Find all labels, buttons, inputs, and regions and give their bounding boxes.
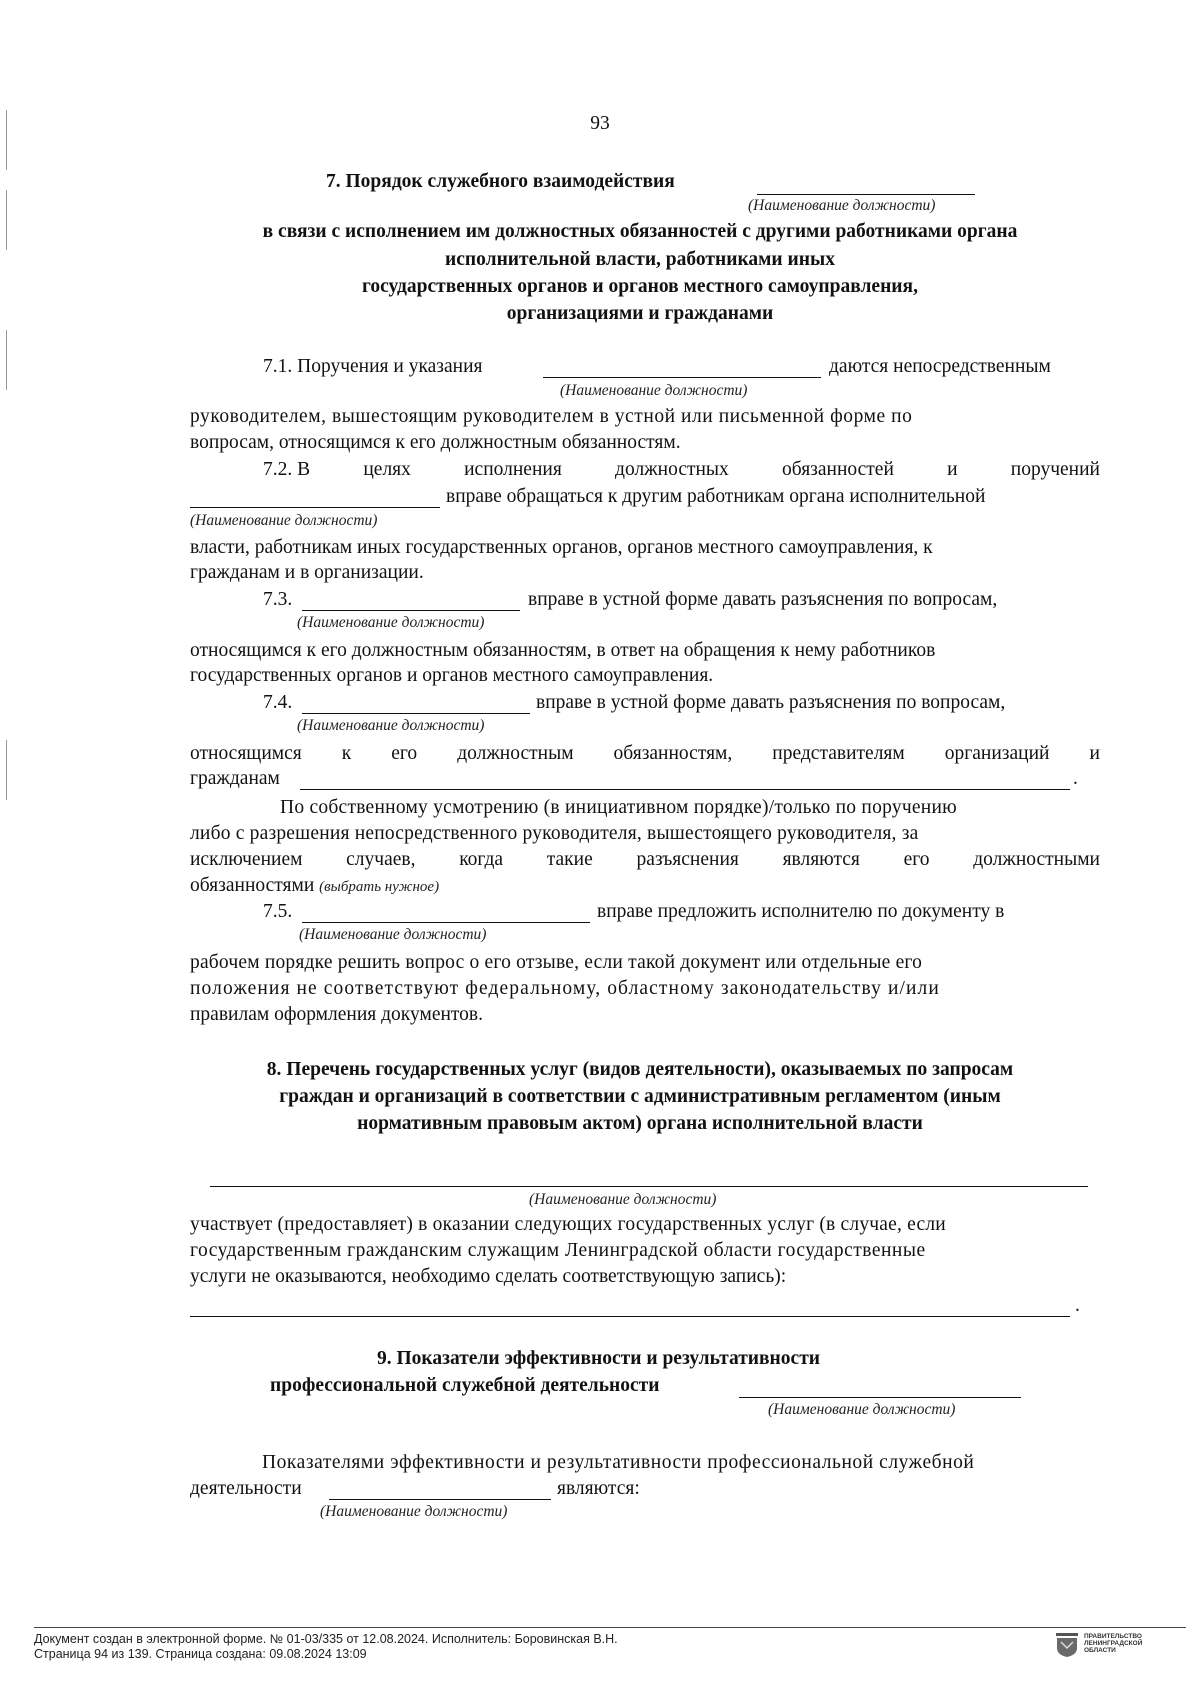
word: и bbox=[1089, 743, 1100, 764]
section9-line2-start: деятельности bbox=[190, 1478, 302, 1499]
word: являются bbox=[782, 849, 860, 870]
word: 7.2. В bbox=[263, 459, 311, 480]
word: исполнения bbox=[464, 459, 562, 480]
p-own-line3 bbox=[190, 848, 1100, 872]
word: обязанностей bbox=[782, 459, 894, 480]
p71-line2 bbox=[190, 405, 1100, 429]
section8-title-line2: граждан и организаций в соответствии с административным регламентом (иным bbox=[279, 1086, 1001, 1107]
blank-line bbox=[190, 1316, 1070, 1317]
p74-line3: гражданам bbox=[190, 768, 280, 789]
position-caption: (Наименование должности) bbox=[529, 1191, 717, 1208]
footer-divider bbox=[34, 1627, 1186, 1628]
section9-title-line2: профессиональной служебной деятельности bbox=[270, 1375, 660, 1396]
word: целях bbox=[363, 459, 411, 480]
word: такие bbox=[546, 849, 593, 870]
p72-line4: гражданам и в организации. bbox=[190, 562, 424, 583]
position-blank bbox=[739, 1397, 1021, 1398]
word: представителям bbox=[772, 743, 905, 764]
position-blank bbox=[190, 507, 440, 508]
position-blank bbox=[302, 610, 520, 611]
position-blank bbox=[302, 922, 590, 923]
word: его bbox=[903, 849, 930, 870]
section7-title-line2: в связи с исполнением им должностных обязанностей с другими работниками органа bbox=[262, 221, 1018, 242]
p75-end: вправе предложить исполнителю по документу в bbox=[597, 901, 1005, 922]
position-caption: (Наименование должности) bbox=[297, 614, 485, 631]
section9-line2-end: являются: bbox=[557, 1478, 640, 1499]
footer-line1: Документ создан в электронной форме. № 01-03/335 от 12.08.2024. Исполнитель: Боровинская В.Н. bbox=[34, 1632, 618, 1646]
position-caption: (Наименование должности) bbox=[190, 512, 378, 529]
p75-line4: правилам оформления документов. bbox=[190, 1004, 484, 1025]
p-own-line1 bbox=[280, 796, 1100, 820]
p72-line2: вправе обращаться к другим работникам органа исполнительной bbox=[446, 486, 986, 507]
section8-title-line1: 8. Перечень государственных услуг (видов деятельности), оказываемых по запросам bbox=[266, 1059, 1014, 1080]
word: обязанностям, bbox=[613, 743, 733, 764]
p-own-line4 bbox=[190, 874, 439, 898]
word: должностным bbox=[457, 743, 574, 764]
p74-number: 7.4. bbox=[263, 692, 293, 713]
word: когда bbox=[459, 849, 504, 870]
position-caption: (Наименование должности) bbox=[560, 382, 748, 399]
word: случаев, bbox=[346, 849, 416, 870]
text-line: обязанностями bbox=[190, 875, 315, 896]
p74-line3-end: . bbox=[1073, 768, 1078, 789]
p73-line3: государственных органов и органов местного самоуправления. bbox=[190, 665, 714, 686]
p72-line3: власти, работникам иных государственных органов, органов местного самоуправления, к bbox=[190, 537, 933, 558]
word: исключением bbox=[190, 849, 303, 870]
p74-end: вправе в устной форме давать разъяснения по вопросам, bbox=[536, 692, 1006, 713]
text-line: положения не соответствуют федеральному, областному законодательству и/или bbox=[190, 978, 940, 999]
footer-line2: Страница 94 из 139. Страница создана: 09.08.2024 13:09 bbox=[34, 1647, 367, 1661]
text-line: Показателями эффективности и результативности профессиональной служебной bbox=[262, 1452, 975, 1473]
p74-line2 bbox=[190, 742, 1100, 766]
p73-line2: относящимся к его должностным обязанностям, в ответ на обращения к нему работников bbox=[190, 640, 936, 661]
p72-line1 bbox=[263, 458, 1100, 482]
word: и bbox=[947, 459, 958, 480]
section7-title-line3: исполнительной власти, работниками иных bbox=[445, 249, 835, 270]
p71-start: 7.1. Поручения и указания bbox=[263, 356, 483, 377]
section8-end-dot: . bbox=[1075, 1295, 1080, 1316]
scan-mark bbox=[6, 190, 7, 250]
section8-line1 bbox=[190, 1213, 1100, 1237]
position-caption: (Наименование должности) bbox=[748, 197, 936, 214]
section8-line3: услуги не оказываются, необходимо сделать соответствующую запись): bbox=[190, 1266, 787, 1287]
page-number: 93 bbox=[590, 113, 610, 134]
position-caption: (Наименование должности) bbox=[299, 926, 487, 943]
text-line: рабочем порядке решить вопрос о его отзыве, если такой документ или отдельные его bbox=[190, 952, 923, 973]
logo-text-line3: ОБЛАСТИ bbox=[1084, 1647, 1116, 1655]
word: организаций bbox=[944, 743, 1050, 764]
scan-mark bbox=[6, 740, 7, 800]
word: разъяснения bbox=[636, 849, 739, 870]
position-blank bbox=[210, 1186, 1088, 1187]
text-line: руководителем, вышестоящим руководителем в устной или письменной форме по bbox=[190, 406, 913, 427]
choose-note: (выбрать нужное) bbox=[319, 879, 440, 895]
word: его bbox=[391, 743, 418, 764]
logo-text-line1: ПРАВИТЕЛЬСТВО bbox=[1084, 1633, 1142, 1640]
section7-title-line1: 7. Порядок служебного взаимодействия bbox=[326, 171, 675, 192]
position-blank bbox=[757, 194, 975, 195]
section7-title-line4: государственных органов и органов местного самоуправления, bbox=[362, 276, 918, 297]
text-line: участвует (предоставляет) в оказании следующих государственных услуг (в случае, если bbox=[190, 1214, 946, 1235]
p75-line3 bbox=[190, 977, 1100, 1001]
word: поручений bbox=[1010, 459, 1100, 480]
word: должностными bbox=[973, 849, 1100, 870]
position-caption: (Наименование должности) bbox=[320, 1503, 508, 1520]
section8-title-line3: нормативным правовым актом) органа исполнительной власти bbox=[357, 1113, 923, 1134]
logo-text bbox=[1084, 1633, 1142, 1655]
position-blank bbox=[329, 1499, 551, 1500]
position-caption: (Наименование должности) bbox=[768, 1401, 956, 1418]
text-line: государственным гражданским служащим Ленинградской области государственные bbox=[190, 1240, 926, 1261]
section9-line1 bbox=[262, 1451, 1100, 1475]
p-own-line2 bbox=[190, 822, 1100, 846]
position-caption: (Наименование должности) bbox=[297, 717, 485, 734]
p73-number: 7.3. bbox=[263, 589, 293, 610]
position-blank bbox=[543, 377, 821, 378]
word: к bbox=[341, 743, 352, 764]
coat-of-arms-icon bbox=[1055, 1632, 1079, 1658]
p71-line3: вопросам, относящимся к его должностным обязанностям. bbox=[190, 432, 681, 453]
p75-line2 bbox=[190, 951, 1100, 975]
word: должностных bbox=[615, 459, 729, 480]
blank-line bbox=[300, 789, 1070, 790]
logo-text-line2: ЛЕНИНГРАДСКОЙ bbox=[1084, 1640, 1143, 1648]
section8-line2 bbox=[190, 1239, 1100, 1263]
p71-end: даются непосредственным bbox=[829, 356, 1051, 377]
word: относящимся bbox=[190, 743, 302, 764]
p75-number: 7.5. bbox=[263, 901, 293, 922]
text-line: По собственному усмотрению (в инициативном порядке)/только по поручению bbox=[280, 797, 957, 818]
text-line: либо с разрешения непосредственного руководителя, вышестоящего руководителя, за bbox=[190, 823, 919, 844]
section7-title-line5: организациями и гражданами bbox=[506, 303, 774, 324]
p73-end: вправе в устной форме давать разъяснения по вопросам, bbox=[528, 589, 998, 610]
section9-title-line1: 9. Показатели эффективности и результативности bbox=[377, 1348, 821, 1369]
position-blank bbox=[302, 713, 530, 714]
scan-mark bbox=[6, 330, 7, 390]
